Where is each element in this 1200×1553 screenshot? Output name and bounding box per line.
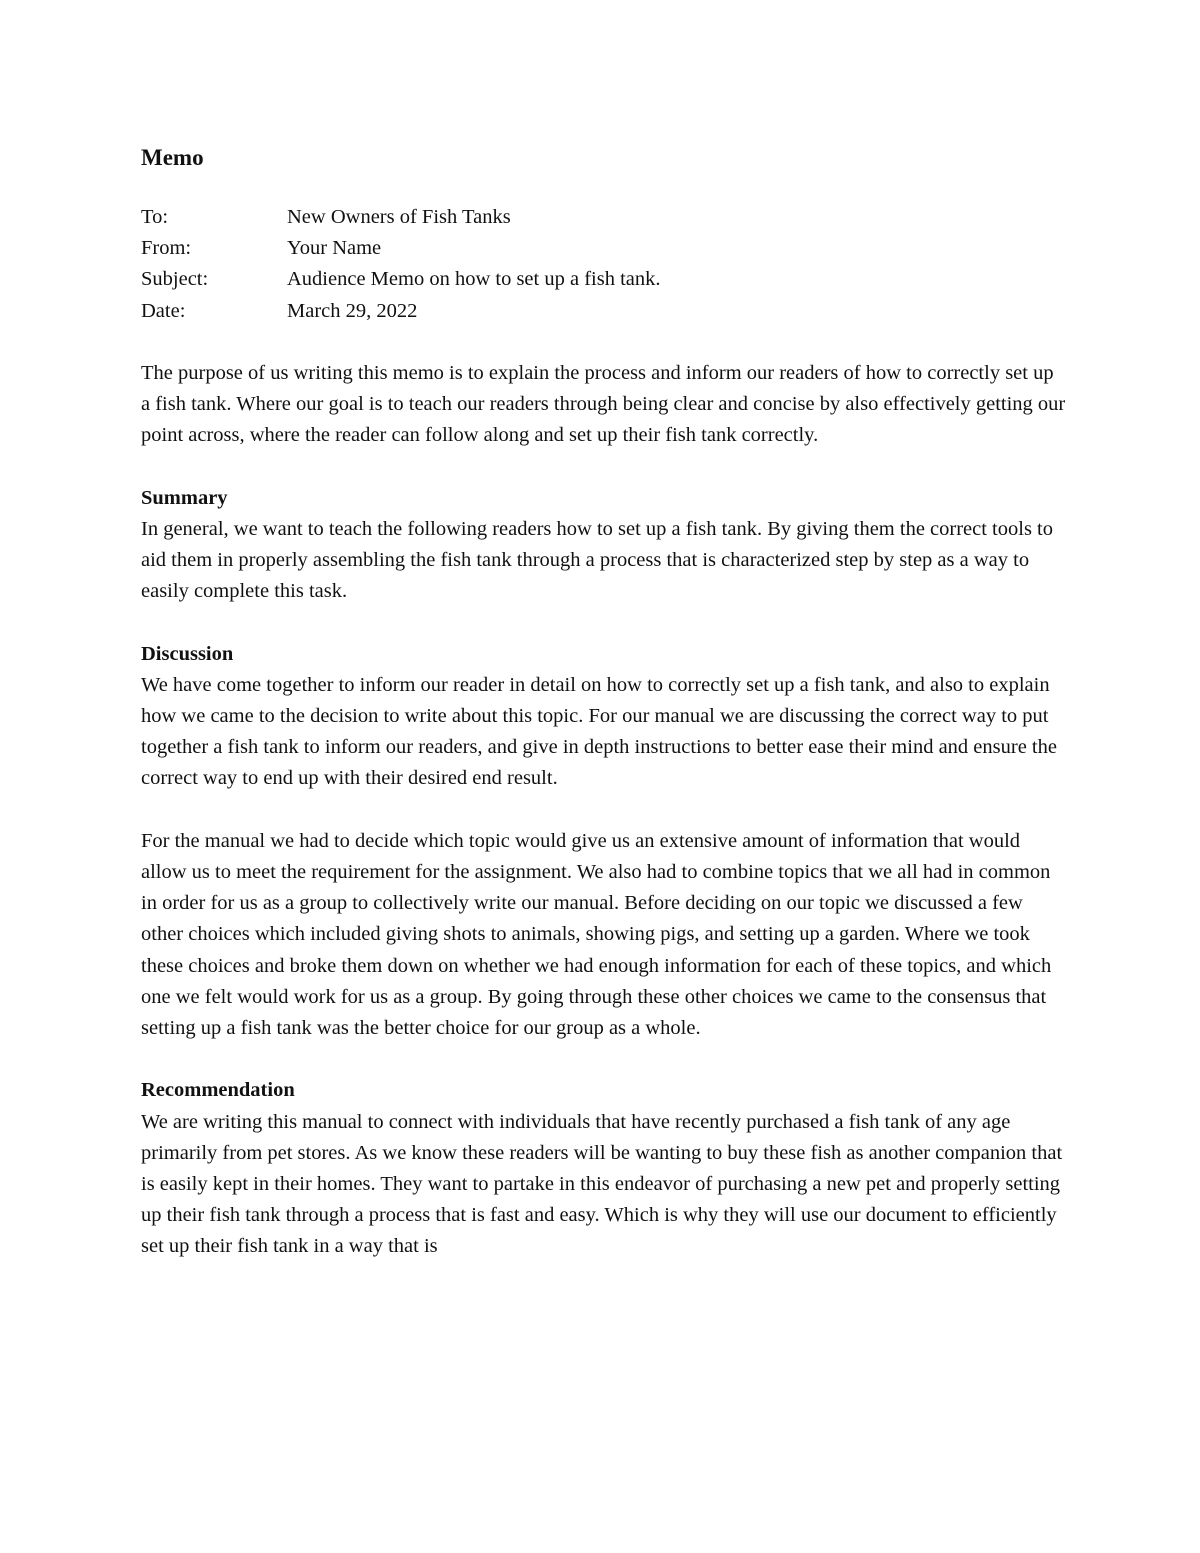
section-discussion bbox=[141, 639, 1066, 1045]
section-summary bbox=[141, 483, 1066, 608]
section-recommendation bbox=[141, 1075, 1066, 1262]
header-value-from: Your Name bbox=[287, 237, 382, 260]
section-heading-recommendation: Recommendation bbox=[141, 1079, 295, 1102]
discussion-paragraph-2: For the manual we had to decide which topic would give us an extensive amount of information that would allow us to meet the requirement for the assignment. We also had to combine topics that we all had in common in order for us as a group to collectively write our manual. Before deciding on our topic we discussed a few other choices which included giving shots to animals, showing pigs, and setting up a garden. Where we took these choices and broke them down on whether we had enough information for each of these topics, and which one we felt would work for us as a group. By going through these other choices we came to the consensus that setting up a fish tank was the better choice for our group as a whole. bbox=[141, 829, 1052, 1039]
header-row-to bbox=[141, 202, 1066, 233]
section-heading-summary: Summary bbox=[141, 486, 228, 509]
header-row-date bbox=[141, 296, 1066, 327]
recommendation-paragraph: We are writing this manual to connect with individuals that have recently purchased a fish tank of any age primarily from pet stores. As we know these readers will be wanting to buy these fish as another companion that is easily kept in their homes. They want to partake in this endeavor of purchasing a new pet and properly setting up their fish tank through a process that is fast and easy. Which is why they will use our document to efficiently set up their fish tank in a way that is bbox=[141, 1110, 1063, 1258]
memo-title: Memo bbox=[141, 145, 204, 170]
header-label-from: From: bbox=[141, 237, 192, 260]
header-row-from bbox=[141, 233, 1066, 264]
header-label-to: To: bbox=[141, 206, 169, 228]
header-value-to: New Owners of Fish Tanks bbox=[287, 206, 511, 228]
memo-page bbox=[141, 140, 1066, 1294]
discussion-paragraph-1: We have come together to inform our reader in detail on how to correctly set up a fish tank, and also to explain how we came to the decision to write about this topic. For our manual we are discussing the correct way to put together a fish tank to inform our readers, and give in depth instructions to better ease their mind and ensure the correct way to end up with their desired end result. bbox=[141, 673, 1057, 790]
intro-paragraph: The purpose of us writing this memo is to explain the process and inform our readers of how to correctly set up a fish tank. Where our goal is to teach our readers through being clear and concise by also effectively getting our point across, where the reader can follow along and set up their fish tank correctly. bbox=[141, 361, 1066, 447]
memo-header bbox=[141, 202, 1066, 327]
header-value-date: March 29, 2022 bbox=[287, 299, 418, 322]
header-row-subject bbox=[141, 264, 1066, 295]
header-label-date: Date: bbox=[141, 299, 186, 322]
header-label-subject: Subject: bbox=[141, 268, 209, 291]
summary-paragraph: In general, we want to teach the following readers how to set up a fish tank. By giving them the correct tools to aid them in properly assembling the fish tank through a process that is characterized step by step as a way to easily complete this task. bbox=[141, 517, 1053, 603]
header-value-subject: Audience Memo on how to set up a fish tank. bbox=[287, 268, 661, 291]
section-heading-discussion: Discussion bbox=[141, 642, 234, 665]
